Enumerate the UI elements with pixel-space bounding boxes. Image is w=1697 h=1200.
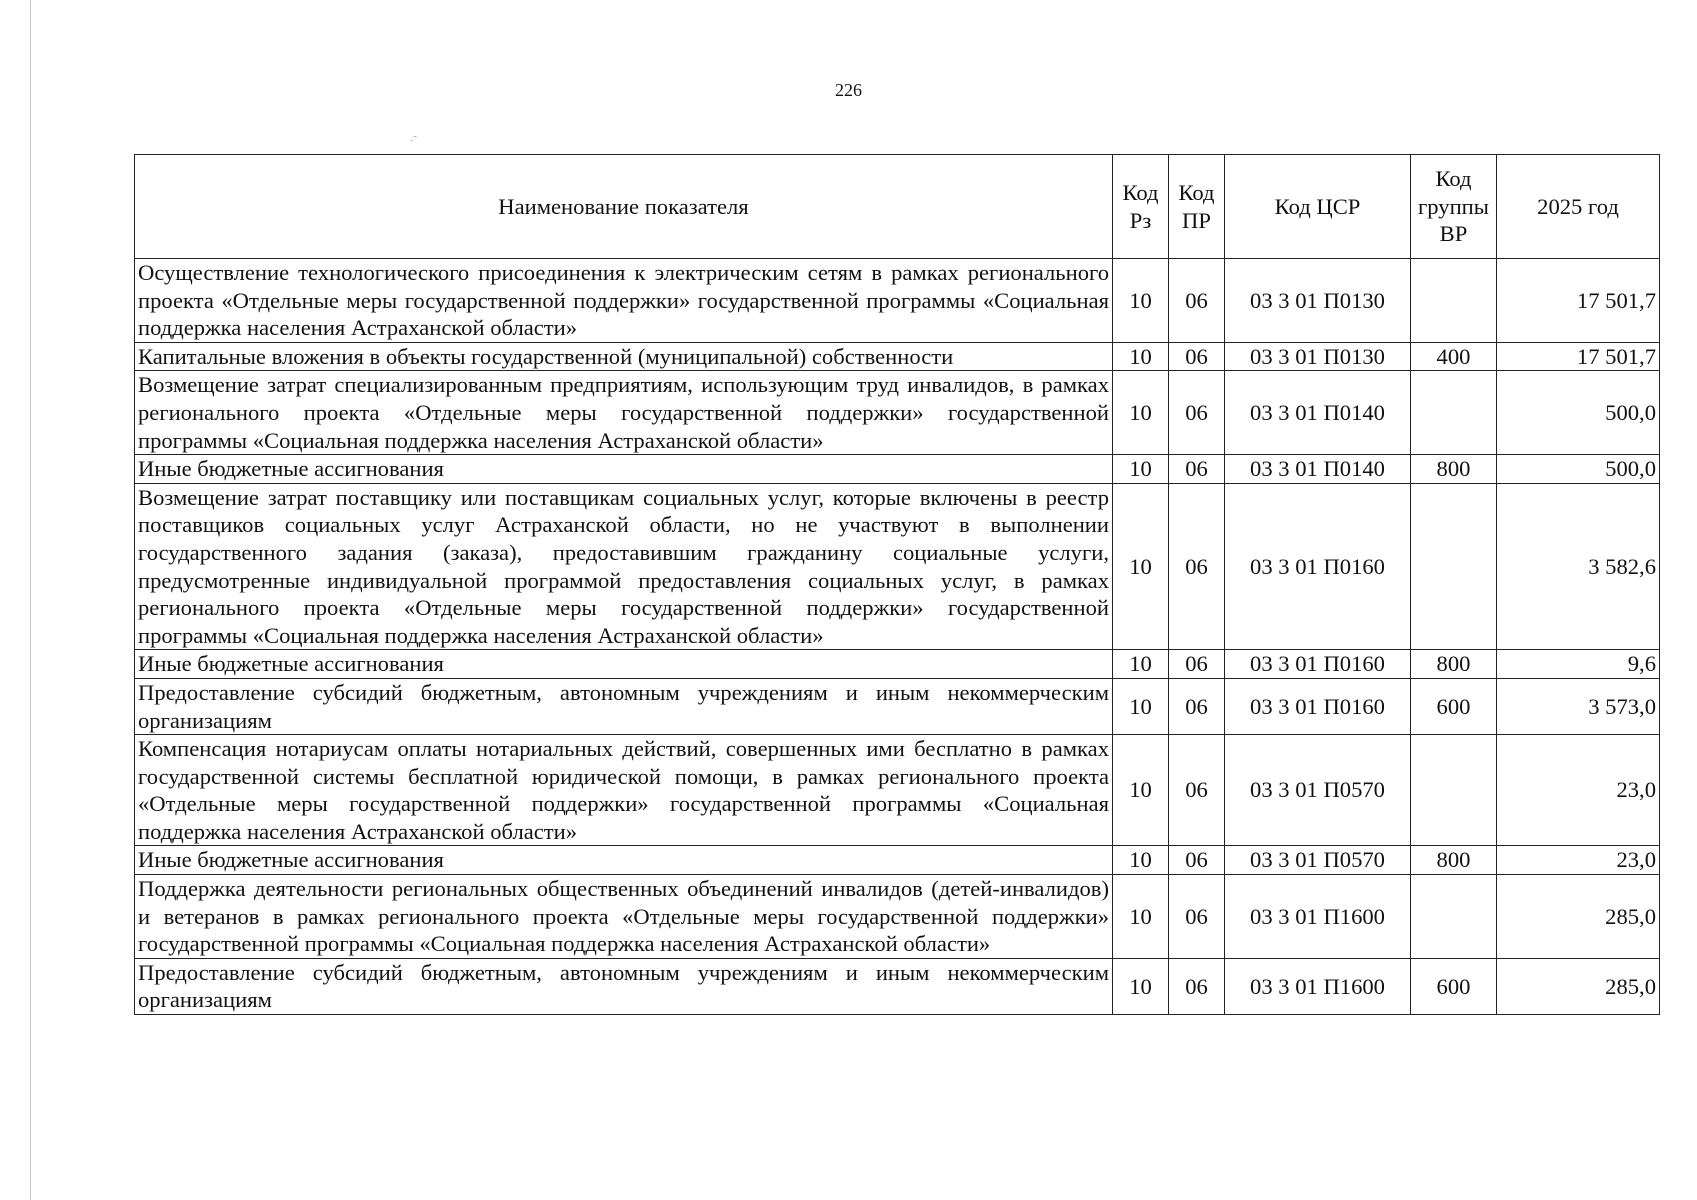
table-row bbox=[135, 650, 1660, 679]
row-csr: 03 3 01 П0160 bbox=[1225, 483, 1411, 650]
table-row bbox=[135, 735, 1660, 846]
row-rz: 10 bbox=[1113, 483, 1169, 650]
row-rz: 10 bbox=[1113, 846, 1169, 875]
row-csr: 03 3 01 П0140 bbox=[1225, 371, 1411, 455]
table-row bbox=[135, 455, 1660, 484]
row-name: Компенсация нотариусам оплаты нотариальных действий, совершенных ими бесплатно в рамках государственной системы бесплатной юридической помощи, в рамках регионального проекта «Отдельные меры государственной поддержки» государственной программы «Социальная поддержка населения Астраханской области» bbox=[135, 735, 1113, 846]
header-rz: Код Рз bbox=[1113, 155, 1169, 259]
row-value: 3 573,0 bbox=[1497, 678, 1660, 734]
row-name: Капитальные вложения в объекты государственной (муниципальной) собственности bbox=[135, 342, 1113, 371]
row-rz: 10 bbox=[1113, 735, 1169, 846]
row-pr: 06 bbox=[1169, 455, 1225, 484]
table-row bbox=[135, 371, 1660, 455]
row-csr: 03 3 01 П0570 bbox=[1225, 735, 1411, 846]
budget-table bbox=[134, 154, 1660, 1015]
row-pr: 06 bbox=[1169, 735, 1225, 846]
row-name: Поддержка деятельности региональных общественных объединений инвалидов (детей-инвалидов) и ветеранов в рамках регионального проекта «Отдельные меры государственной поддержки» государственной программы «Социальная поддержка населения Астраханской области» bbox=[135, 875, 1113, 959]
table-row bbox=[135, 259, 1660, 343]
row-rz: 10 bbox=[1113, 875, 1169, 959]
row-value: 9,6 bbox=[1497, 650, 1660, 679]
row-name: Осуществление технологического присоединения к электрическим сетям в рамках регионального проекта «Отдельные меры государственной поддержки» государственной программы «Социальная поддержка населения Астраханской области» bbox=[135, 259, 1113, 343]
row-value: 285,0 bbox=[1497, 958, 1660, 1014]
header-year: 2025 год bbox=[1497, 155, 1660, 259]
row-vr: 800 bbox=[1411, 455, 1497, 484]
row-vr: 400 bbox=[1411, 342, 1497, 371]
header-vr: Код группы ВР bbox=[1411, 155, 1497, 259]
row-csr: 03 3 01 П0130 bbox=[1225, 342, 1411, 371]
row-rz: 10 bbox=[1113, 371, 1169, 455]
row-vr: 600 bbox=[1411, 678, 1497, 734]
row-rz: 10 bbox=[1113, 678, 1169, 734]
row-name: Возмещение затрат поставщику или поставщикам социальных услуг, которые включены в реестр поставщиков социальных услуг Астраханской области, но не участвуют в выполнении государственного задания (заказа), предоставившим гражданину социальные услуги, предусмотренные индивидуальной программой предоставления социальных услуг, в рамках регионального проекта «Отдельные меры государственной поддержки» государственной программы «Социальная поддержка населения Астраханской области» bbox=[135, 483, 1113, 650]
row-pr: 06 bbox=[1169, 650, 1225, 679]
row-csr: 03 3 01 П1600 bbox=[1225, 958, 1411, 1014]
scan-edge-line bbox=[30, 0, 31, 1200]
table-row bbox=[135, 483, 1660, 650]
row-rz: 10 bbox=[1113, 259, 1169, 343]
row-pr: 06 bbox=[1169, 678, 1225, 734]
row-name: Предоставление субсидий бюджетным, автономным учреждениям и иным некоммерческим организациям bbox=[135, 958, 1113, 1014]
header-name: Наименование показателя bbox=[135, 155, 1113, 259]
row-name: Иные бюджетные ассигнования bbox=[135, 650, 1113, 679]
row-csr: 03 3 01 П0160 bbox=[1225, 650, 1411, 679]
row-value: 23,0 bbox=[1497, 735, 1660, 846]
row-rz: 10 bbox=[1113, 650, 1169, 679]
row-value: 23,0 bbox=[1497, 846, 1660, 875]
row-vr bbox=[1411, 483, 1497, 650]
row-csr: 03 3 01 П0570 bbox=[1225, 846, 1411, 875]
row-vr bbox=[1411, 735, 1497, 846]
row-name: Предоставление субсидий бюджетным, автономным учреждениям и иным некоммерческим организациям bbox=[135, 678, 1113, 734]
row-pr: 06 bbox=[1169, 958, 1225, 1014]
row-pr: 06 bbox=[1169, 342, 1225, 371]
header-pr: Код ПР bbox=[1169, 155, 1225, 259]
table-row bbox=[135, 958, 1660, 1014]
row-value: 3 582,6 bbox=[1497, 483, 1660, 650]
row-value: 500,0 bbox=[1497, 455, 1660, 484]
table-header-row bbox=[135, 155, 1660, 259]
row-pr: 06 bbox=[1169, 846, 1225, 875]
header-csr: Код ЦСР bbox=[1225, 155, 1411, 259]
row-pr: 06 bbox=[1169, 259, 1225, 343]
row-pr: 06 bbox=[1169, 371, 1225, 455]
row-vr bbox=[1411, 875, 1497, 959]
row-pr: 06 bbox=[1169, 875, 1225, 959]
row-vr: 600 bbox=[1411, 958, 1497, 1014]
row-name: Иные бюджетные ассигнования bbox=[135, 455, 1113, 484]
row-csr: 03 3 01 П0160 bbox=[1225, 678, 1411, 734]
table-row bbox=[135, 846, 1660, 875]
row-rz: 10 bbox=[1113, 455, 1169, 484]
table-row bbox=[135, 875, 1660, 959]
row-pr: 06 bbox=[1169, 483, 1225, 650]
table-row bbox=[135, 678, 1660, 734]
row-vr bbox=[1411, 371, 1497, 455]
table-row bbox=[135, 342, 1660, 371]
row-csr: 03 3 01 П0130 bbox=[1225, 259, 1411, 343]
row-csr: 03 3 01 П1600 bbox=[1225, 875, 1411, 959]
row-value: 17 501,7 bbox=[1497, 342, 1660, 371]
row-vr bbox=[1411, 259, 1497, 343]
row-value: 285,0 bbox=[1497, 875, 1660, 959]
row-value: 17 501,7 bbox=[1497, 259, 1660, 343]
page-number: 226 bbox=[835, 80, 862, 100]
row-rz: 10 bbox=[1113, 342, 1169, 371]
row-value: 500,0 bbox=[1497, 371, 1660, 455]
row-name: Возмещение затрат специализированным предприятиям, использующим труд инвалидов, в рамках регионального проекта «Отдельные меры государственной поддержки» государственной программы «Социальная поддержка населения Астраханской области» bbox=[135, 371, 1113, 455]
row-rz: 10 bbox=[1113, 958, 1169, 1014]
row-name: Иные бюджетные ассигнования bbox=[135, 846, 1113, 875]
scan-artifact: ˎ˗ bbox=[410, 131, 417, 142]
row-csr: 03 3 01 П0140 bbox=[1225, 455, 1411, 484]
row-vr: 800 bbox=[1411, 650, 1497, 679]
row-vr: 800 bbox=[1411, 846, 1497, 875]
